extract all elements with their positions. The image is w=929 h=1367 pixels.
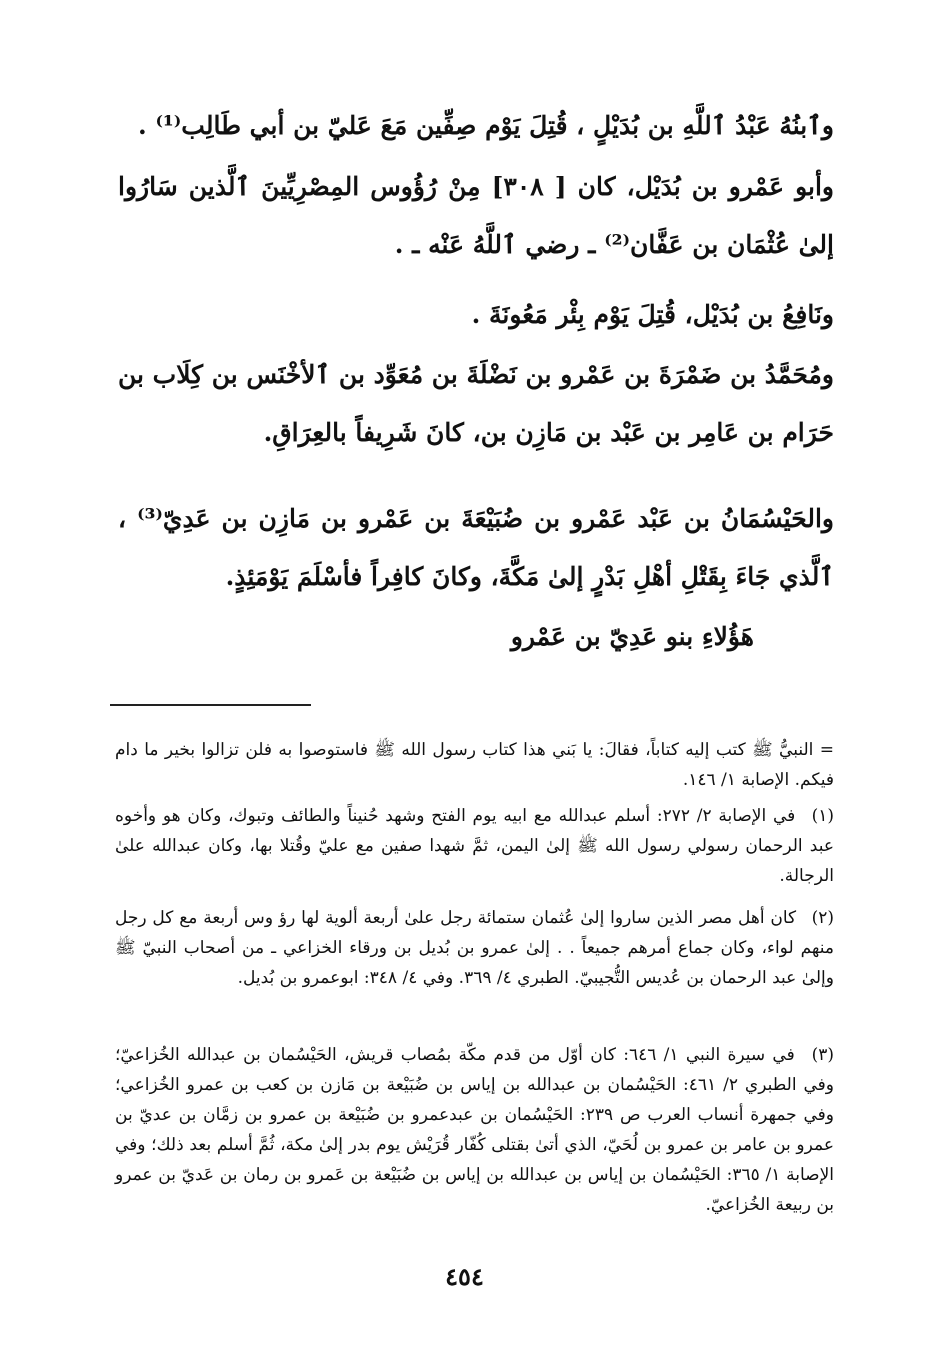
footnote-number: (٣) bbox=[811, 1045, 835, 1065]
footnote-continuation: = النبيُّ ﷺ كتب إليه كتاباً، فقالَ: يا بَني هذا كتاب رسول الله ﷺ فاستوصوا به فلن تزالوا بخير ما دام فيكم. الإصابة ١/ ١٤٦. bbox=[115, 740, 834, 790]
paragraph-nafi: ونَافِعُ بن بُدَيْل، قُتِلَ يَوْم بِئْر مَعُونَةَ . bbox=[471, 300, 834, 329]
footnote-text: كان أهل مصر الذين ساروا إلىٰ عُثمان ستمائة رجل علىٰ أربعة ألوية لها رؤ وس أربعة مع كل رجل منهم لواء، وكان جماع أمرهم جميعاً . . إلىٰ عمرو بن بُديل بن ورقاء الخزاعي ـ من أصحاب النبيّ ﷺ وإلىٰ عبد الرحمان بن عُديس التُّجيبيّ. الطبري ٤/ ٣٦٩. وفي ٤/ ٣٤٨: ابوعمرو بن بُديل. bbox=[115, 908, 834, 988]
paragraph-abu-amr: وأبو عَمْرو بن بُدَيْل، كان [ ٣٠٨] مِنْ رُؤُوس المِصْرِيِّينَ ٱلَّذين سَارُوا إلىٰ عُثْمَان بن عَفَّان⁽²⁾ ـ رضي ٱللَّهُ عَنْه ـ . bbox=[118, 172, 834, 259]
footnote-3 bbox=[115, 1040, 834, 1220]
paragraph-abdullah: وٱبنُهُ عَبْدُ ٱللَّهِ بن بُدَيْلٍ ، قُتِلَ يَوْم صِفِّين مَعَ عَليّ بن أبي طَالِب⁽¹⁾ . bbox=[138, 111, 834, 140]
paragraph-haysuman: والحَيْسُمَانُ بن عَبْد عَمْرو بن ضُبَيْعَةَ بن عَمْرو بن مَازِن بن عَدِيّ⁽³⁾ ، ٱلَّذي جَاءَ بِقَتْلِ أهْلِ بَدْرٍ إلىٰ مَكَّةَ، وكانَ كافِراً فأسْلَمَ يَوْمَئِذٍ. bbox=[118, 504, 834, 591]
footnote-1 bbox=[115, 801, 834, 891]
footnote-number: (١) bbox=[811, 806, 835, 826]
footnote-divider bbox=[110, 704, 311, 706]
footnote-2 bbox=[115, 903, 834, 993]
page-number: ٤٥٤ bbox=[445, 1262, 484, 1291]
footnote-text: في سيرة النبي ١/ ٦٤٦: كان أوّل من قدم مكّة بمُصاب قريش، الحَيْسُمان بن عبدالله الخُزاعيّ؛ وفي الطبري ٢/ ٤٦١: الحَيْسُمان بن عبدالله بن إياس بن ضُبَيْعة بن مَازن بن كعب بن عمرو الخُزاعي؛ وفي جمهرة أنساب العرب ص ٢٣٩: الحَيْسُمان بن عبدعمرو بن ضُبَيْعة بن عمرو بن زمَّان بن عديّ بن عمرو بن عامر بن عمرو بن لُحَيّ، الذي أتىٰ بقتلى كُفّار قُرَيْش يوم بدر إلىٰ مكة، ثُمَّ أسلم بعد ذلك؛ وفي الإصابة ١/ ٣٦٥: الحَيْسُمان بن إياس بن عبدالله بن إياس بن ضُبَيْعة بن عَمرو بن رمان بن عَديّ بن عمرو بن ربيعة الخُزاعيّ. bbox=[115, 1045, 835, 1215]
footnote-number: (٢) bbox=[811, 908, 834, 928]
footnote-text: في الإصابة ٢/ ٢٧٢: أسلم عبدالله مع ابيه يوم الفتح وشهد حُنيناً والطائف وتبوك، وكان هو وأخوه عبد الرحمان رسولي رسول الله ﷺ إلىٰ اليمن، ثمَّ شهدا صفين مع عليّ وقُتلا بها، وكان عبدالله علىٰ الرجالة. bbox=[115, 806, 834, 886]
section-heading: هَؤُلاءِ بنو عَدِيّ بن عَمْرو bbox=[510, 622, 754, 651]
paragraph-muhammad: ومُحَمَّدُ بن ضَمْرَةَ بن عَمْرو بن نَضْلَةَ بن مُعَوِّد بن ٱلأخْنَس بن كِلَاب بن حَرَام بن عَامِر بن عَبْد بن مَازِن بن، كانَ شَرِيفاً بالعِرَاقِ. bbox=[117, 360, 834, 447]
